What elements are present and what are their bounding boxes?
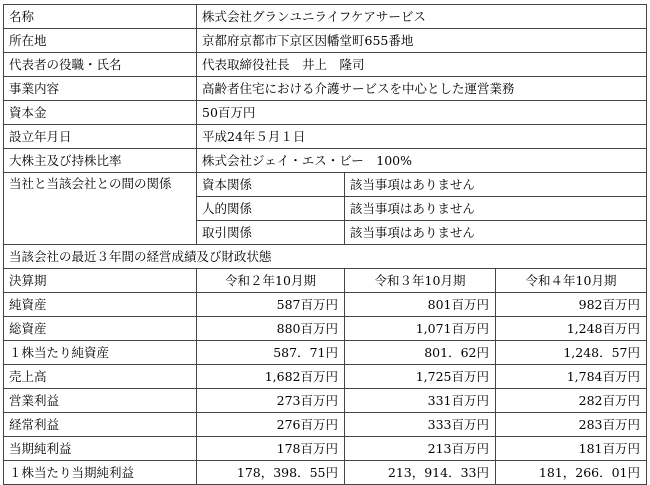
info-label: 所在地 [4,29,197,53]
info-value: 平成24年５月１日 [197,125,647,149]
info-label: 事業内容 [4,77,197,101]
fin-header-row [4,269,647,293]
fin-header-cell: 決算期 [4,269,197,293]
relation-item-value: 該当事項はありません [344,173,646,197]
fin-row [4,437,647,461]
info-value: 高齢者住宅における介護サービスを中心とした運営業務 [197,77,647,101]
fin-row [4,293,647,317]
info-label: 代表者の役職・氏名 [4,53,197,77]
fin-value: 1,682百万円 [197,365,345,389]
info-row [4,101,647,125]
info-label: 大株主及び持株比率 [4,149,197,173]
fin-row [4,317,647,341]
info-row [4,29,647,53]
fin-label: １株当たり当期純利益 [4,461,197,485]
fin-label: 純資産 [4,293,197,317]
info-row [4,53,647,77]
fin-value: 331百万円 [345,389,496,413]
relation-item-value: 該当事項はありません [344,221,646,245]
relation-item [197,173,646,197]
fin-value: 282百万円 [496,389,647,413]
financials-table [3,244,647,485]
info-value: 株式会社グランユニライフケアサービス [197,5,647,29]
fin-value: 1,248百万円 [496,317,647,341]
section-title: 当該会社の最近３年間の経営成績及び財政状態 [4,245,647,269]
fin-header-cell: 令和３年10月期 [345,269,496,293]
fin-value: 178百万円 [197,437,345,461]
fin-value: 178，398．55円 [197,461,345,485]
section-title-row [4,245,647,269]
fin-row [4,461,647,485]
fin-value: 283百万円 [496,413,647,437]
fin-label: 経常利益 [4,413,197,437]
info-row [4,77,647,101]
relation-item-label: 人的関係 [197,197,344,221]
info-row [4,149,647,173]
fin-row [4,365,647,389]
fin-value: 880百万円 [197,317,345,341]
fin-header-cell: 令和２年10月期 [197,269,345,293]
fin-value: 1,248．57円 [496,341,647,365]
fin-label: 営業利益 [4,389,197,413]
fin-value: 801．62円 [345,341,496,365]
relation-item [197,197,646,221]
fin-label: 売上高 [4,365,197,389]
relation-row [4,173,647,245]
relation-item-label: 取引関係 [197,221,344,245]
info-row [4,125,647,149]
fin-value: 587百万円 [197,293,345,317]
info-label: 名称 [4,5,197,29]
fin-row [4,389,647,413]
info-value: 株式会社ジェイ・エス・ビー 100% [197,149,647,173]
info-row [4,5,647,29]
relation-item-value: 該当事項はありません [344,197,646,221]
fin-value: 181，266．01円 [496,461,647,485]
relation-label: 当社と当該会社との間の関係 [4,173,197,245]
fin-value: 801百万円 [345,293,496,317]
fin-value: 276百万円 [197,413,345,437]
fin-value: 273百万円 [197,389,345,413]
info-label: 設立年月日 [4,125,197,149]
fin-label: 当期純利益 [4,437,197,461]
relation-cell [197,173,647,245]
info-value: 代表取締役社長 井上 隆司 [197,53,647,77]
fin-value: 213，914．33円 [345,461,496,485]
fin-value: 982百万円 [496,293,647,317]
fin-value: 181百万円 [496,437,647,461]
info-value: 京都府京都市下京区因幡堂町655番地 [197,29,647,53]
relation-subtable [197,173,646,244]
fin-label: 総資産 [4,317,197,341]
fin-value: 1,725百万円 [345,365,496,389]
info-value: 50百万円 [197,101,647,125]
fin-header-cell: 令和４年10月期 [496,269,647,293]
relation-item-label: 資本関係 [202,176,253,192]
company-info-table [3,4,647,245]
fin-row [4,341,647,365]
fin-row [4,413,647,437]
fin-value: 587．71円 [197,341,345,365]
relation-item [197,221,646,245]
fin-value: 1,784百万円 [496,365,647,389]
fin-label: １株当たり純資産 [4,341,197,365]
fin-value: 1,071百万円 [345,317,496,341]
info-label: 資本金 [4,101,197,125]
fin-value: 213百万円 [345,437,496,461]
fin-value: 333百万円 [345,413,496,437]
document-table-wrapper [3,4,646,485]
